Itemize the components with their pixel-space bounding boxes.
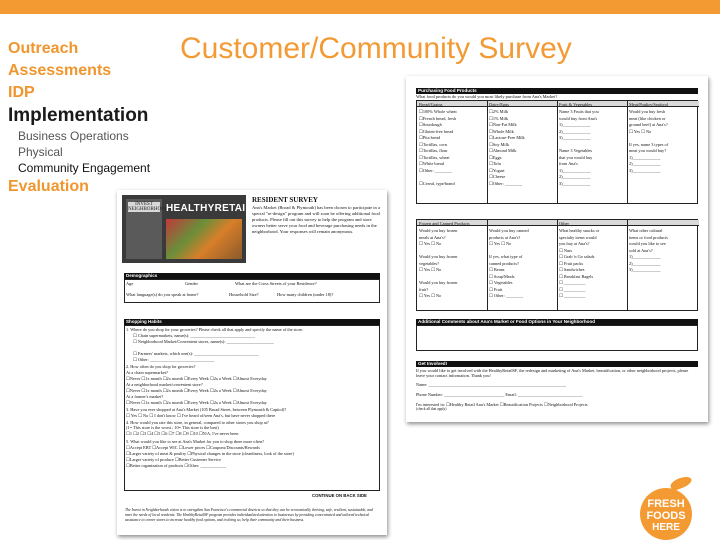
list-item: from Ana's [559, 161, 578, 166]
list-item: would buy from Ana's [559, 115, 598, 121]
list-item[interactable]: ☐Pita bread [419, 135, 441, 140]
q1-option[interactable]: ☐ Chain supermarkets, name(s): ______________________________ [133, 333, 255, 338]
list-item: would you like to see [629, 241, 666, 246]
nav-implementation: Implementation [8, 105, 149, 126]
list-item[interactable]: ☐ Yes ☐ No [489, 241, 512, 246]
demographics-header: Demographics [124, 273, 380, 279]
list-item[interactable]: ☐ Beans [489, 267, 505, 272]
nav-physical: Physical [18, 145, 63, 159]
list-item: sold at Ana's? [629, 247, 653, 253]
col-divider [627, 220, 628, 310]
q3-options[interactable]: ☐ Yes ☐ No ☐ I don't know ☐ I've heard of/seen Ana's, but have never shopped there [126, 413, 276, 418]
name-field[interactable]: Name: ________________________________________________________________ [416, 382, 567, 387]
top-accent-bar [0, 0, 720, 14]
list-item: products at Ana's? [489, 234, 521, 240]
list-item[interactable]: ☐ Fruit [489, 286, 503, 292]
col-divider [487, 220, 488, 310]
list-item: What healthy snacks or [559, 228, 600, 233]
list-item: ground beef) at Ana's? [629, 122, 668, 127]
list-item: fruit? [419, 286, 429, 292]
list-item[interactable]: 2)_____________ [629, 260, 661, 266]
footer-note: The Invest in Neighborhoods vision is to strengthen San Francisco's commercial districts so that they can be economically thriving, safe, resilient, sustainable, and meet the needs of local residents. The HealthyRetailSF program provides individualized attention to businesses by providing concentrated and tailored technical assistance to corner stores to increase healthy food options, and in doing so, help their community and their business. [125, 508, 373, 522]
list-item: that you would buy [559, 154, 593, 160]
frozen-header: Frozen and Canned Products [419, 220, 470, 226]
list-item: meals at Ana's? [419, 234, 446, 240]
list-item: If yes, what type of [489, 254, 523, 259]
list-item[interactable]: ☐Whole Milk [489, 128, 514, 134]
col-dairy: Dairy/Eggs [489, 101, 509, 107]
q2-chain: At a chain supermarket? [126, 370, 168, 375]
invest-label: INVEST NEIGHBORHOODS [128, 202, 172, 212]
list-item[interactable]: ☐ Sandwiches [559, 267, 585, 272]
list-item: Would you buy frozen [419, 280, 458, 285]
col-fruit: Fruit & Vegetables [559, 101, 593, 107]
list-item[interactable]: ☐2% Milk [489, 109, 509, 114]
list-item[interactable]: ☐ Fruit packs [559, 260, 584, 266]
list-item[interactable]: 3)_____________ [629, 267, 661, 272]
list-item[interactable]: ☐Non-Fat Milk [489, 122, 517, 127]
list-item: Name 3 Fruits that you [559, 109, 599, 114]
q5-options[interactable]: ☐Larger variety of meat & poultry ☐Physical changes in the store (cleanliness, look of the store) [126, 451, 294, 456]
produce-photo [166, 219, 242, 259]
frozen-list-2 [489, 228, 529, 300]
list-item[interactable]: ☐Tofu [489, 161, 501, 166]
list-item[interactable]: ☐Lactose-Free Milk [489, 135, 525, 140]
list-item[interactable]: ☐ Yes ☐ No [419, 241, 442, 246]
household-field[interactable]: Household Size? [229, 292, 259, 297]
list-item: If yes, name 3 types of [629, 141, 669, 147]
demographics-table [124, 279, 380, 303]
list-item[interactable]: 1)_____________ [629, 154, 661, 160]
fresh-foods-here-logo [640, 488, 692, 540]
purchasing-grid [416, 100, 698, 204]
logo-line-2: FOODS [646, 510, 686, 522]
nav-assessments: Assessments [8, 62, 112, 79]
brand-name: HEALTHYRETAILSF [166, 203, 266, 214]
list-item[interactable]: ☐ __________ [559, 293, 586, 298]
survey-page-back [406, 76, 708, 422]
nav-outreach: Outreach [8, 40, 79, 57]
purchasing-question: What food products do you would you most likely purchase from Ana's Market? [416, 94, 558, 99]
col-divider [557, 220, 558, 310]
list-item: Would you buy frozen [419, 254, 458, 259]
list-item[interactable]: ☐Eggs [489, 154, 502, 160]
list-item: specialty items would [559, 234, 597, 240]
list-item[interactable]: ☐100% Whole wheat [419, 109, 457, 114]
q4: 4. How would you rate this store, in general, compared to other stores you shop at? [126, 420, 269, 425]
continue-label: CONTINUE ON BACK SIDE [312, 493, 367, 498]
list-item[interactable]: ☐1% Milk [489, 115, 509, 121]
q2-options[interactable]: ☐Never ☐1x month ☐2x month ☐Every Week ☐2x a Week ☐Almost Everyday [126, 376, 267, 381]
age-field[interactable]: Age [126, 281, 134, 286]
list-item[interactable]: ☐Tortillas, flour [419, 148, 448, 153]
list-item[interactable]: ☐ Grab 'n Go salads [559, 254, 595, 259]
meat-list [629, 109, 668, 174]
list-item[interactable]: ☐Yogurt [489, 167, 505, 173]
list-item: vegetables? [419, 260, 440, 266]
survey-page-front [117, 190, 387, 535]
q4-options[interactable]: ☐1 ☐2 ☐3 ☐4 ☐5 ☐6 ☐7 ☐8 ☐9 ☐10 ☐N/A, I've never been [126, 431, 239, 436]
q5-options[interactable]: ☐Larger variety of produce ☐Better Customer Service [126, 457, 221, 462]
q1: 1. Where do you shop for your groceries? Please check all that apply and specify the name of the store. [126, 327, 304, 332]
comments-header: Additional Comments about Ana's Market or Food Options in Your Neighborhood [416, 319, 698, 325]
q1-option[interactable]: ☐ Neighborhood Market/Convenient stores, name(s): ______________________ [133, 339, 274, 344]
list-item[interactable]: 1)_____________ [629, 254, 661, 259]
col-bread: Bread/Grains [419, 101, 443, 107]
list-item[interactable]: 3)_____________ [559, 180, 591, 186]
other-list-2 [629, 228, 668, 274]
other-list-1 [559, 228, 599, 300]
list-item[interactable]: ☐Other: ________ [489, 180, 523, 186]
section-nav [8, 38, 183, 198]
list-item[interactable]: ☐Cheese [489, 174, 506, 179]
nav-business-operations: Business Operations [18, 129, 129, 143]
col-divider [627, 101, 628, 203]
check-all-note: (check all that apply) [416, 407, 447, 411]
shopping-habits-box [124, 325, 380, 491]
dairy-list [489, 109, 525, 187]
gender-field[interactable]: Gender [185, 281, 198, 286]
slide-title: Customer/Community Survey [180, 32, 572, 65]
list-item[interactable]: ☐Almond Milk [489, 148, 517, 153]
list-item[interactable]: ☐Tortillas, corn [419, 141, 447, 147]
healthyretailsf-banner [122, 195, 266, 263]
list-item[interactable]: ☐ Soup/Meals [489, 273, 515, 279]
involved-text: If you would like to get involved with the HealthyRetailSF, the redesign and marketing of Ana's Market, beautification, or other neighborhood projects, please leave your contact information. Thank you! [416, 368, 689, 378]
logo-line-1: FRESH [647, 498, 685, 510]
list-item: Would you buy fresh [629, 109, 666, 114]
q2-options[interactable]: ☐Never ☐1x month ☐2x month ☐Every Week ☐2x a Week ☐Almost Everyday [126, 400, 267, 405]
nav-community-engagement: Community Engagement [18, 161, 151, 175]
list-item[interactable]: ☐ Yes ☐ No [419, 293, 442, 298]
list-item[interactable]: ☐ Other: ________ [489, 293, 524, 298]
col-meat: Meat/Poultry/Seafood [629, 101, 668, 107]
col-divider [487, 101, 488, 203]
q5-options[interactable]: ☐Accept EBT ☐Accept WIC ☐Lower prices ☐Coupons/Discounts/Rewards [126, 445, 260, 450]
bread-list [419, 109, 457, 187]
list-item: canned products? [489, 260, 519, 266]
list-item[interactable]: ☐Cereal, type/brand [419, 180, 455, 186]
children-field[interactable]: How many children (under 18)? [277, 292, 334, 297]
list-item: Name 3 Vegetables [559, 148, 593, 153]
col-divider [557, 101, 558, 203]
q2: 2. How often do you shop for groceries? [126, 364, 196, 369]
q2-neighborhood: At a neighborhood market/convenient store? [126, 382, 203, 387]
list-item[interactable]: ☐Soy Milk [489, 141, 509, 147]
list-item: What other cultural [629, 228, 663, 233]
frozen-list-1 [419, 228, 457, 300]
list-item[interactable]: ☐ __________ [559, 280, 586, 285]
list-item: meat you would buy? [629, 148, 667, 153]
list-item[interactable]: 2)_____________ [559, 174, 591, 179]
phone-email-field[interactable]: Phone Number: ____________________________ Email: ______________________________ [416, 392, 583, 397]
list-item[interactable]: ☐Other: ________ [419, 167, 453, 173]
list-item[interactable]: ☐ Vegetables [489, 280, 513, 285]
comments-box[interactable] [416, 325, 698, 351]
q2-farmers: At a farmer's market? [126, 394, 164, 399]
nav-evaluation: Evaluation [8, 178, 89, 195]
interest-options[interactable]: I'm interested in: ☐Healthy Retail Ana's Market ☐Beautification Projects ☐Neighborhood Projects [416, 402, 588, 407]
logo-line-3: HERE [652, 522, 680, 533]
list-item[interactable]: 1)_____________ [559, 122, 591, 127]
list-item[interactable]: ☐ Yes ☐ No [629, 128, 652, 134]
list-item[interactable]: 3)_____________ [559, 135, 591, 140]
cross-streets-field[interactable]: What are the Cross Streets of your Residence? [235, 281, 317, 286]
other-header: Other [559, 220, 569, 226]
list-item[interactable]: ☐Gluten-free bread [419, 128, 454, 134]
fruit-list [559, 109, 599, 187]
shopping-habits-header: Shopping Habits [124, 319, 380, 325]
q5: 5. What would you like to see at Ana's Market for you to shop there more often? [126, 439, 265, 444]
q3: 3. Have you ever shopped at Ana's Market (105 Broad Street, between Plymouth & Capitol)? [126, 407, 287, 412]
q1-option[interactable]: ☐ Other: ______________________________ [133, 357, 215, 362]
list-item: Would you buy canned [489, 228, 529, 233]
resident-survey-title: RESIDENT SURVEY [252, 196, 318, 204]
get-involved-header: Get Involved! [416, 361, 698, 367]
list-item: items or food products [629, 234, 668, 240]
list-item[interactable]: ☐Tortillas, wheat [419, 154, 450, 160]
resident-survey-intro: Ana's Market (Broad & Plymouth) has been chosen to participate in a special "re-design" program and will soon be offering additional food products. Please fill out this survey to help the program and store owners better serve your food and beverage purchasing needs in the neighborhood. Your responses will remain anonymous. [252, 205, 381, 235]
list-item[interactable]: ☐ Breakfast Bagels [559, 273, 594, 279]
list-item[interactable]: ☐ __________ [559, 286, 586, 292]
list-item[interactable]: ☐Sourdough [419, 122, 442, 127]
invest-neighborhoods-logo [126, 199, 172, 259]
q4-scale-note: (1= This store is the worst ; 10= This store is the best) [126, 425, 219, 430]
list-item: meat (like chicken or [629, 115, 666, 121]
language-field[interactable]: What language(s) do you speak at home? [126, 292, 199, 297]
list-item[interactable]: ☐White bread [419, 161, 444, 166]
list-item[interactable]: 2)_____________ [559, 128, 591, 134]
purchasing-header: Purchasing Food Products [416, 88, 698, 94]
q1-option[interactable]: ☐ Farmers' markets, which one(s): ______________________________ [133, 351, 259, 356]
list-item: you buy at Ana's? [559, 241, 590, 246]
list-item: Would you buy frozen [419, 228, 458, 233]
frozen-other-grid [416, 219, 698, 311]
list-item[interactable]: 3)_____________ [629, 167, 661, 173]
q5-options[interactable]: ☐Better organization of products ☐Other: ____________ [126, 463, 227, 468]
list-item[interactable]: 1)_____________ [559, 167, 591, 173]
list-item[interactable]: 2)_____________ [629, 161, 661, 166]
list-item[interactable]: ☐French bread, fresh [419, 115, 457, 121]
list-item[interactable]: ☐ Nuts [559, 247, 573, 253]
nav-idp: IDP [8, 84, 35, 101]
q2-options[interactable]: ☐Never ☐1x month ☐2x month ☐Every Week ☐2x a Week ☐Almost Everyday [126, 388, 267, 393]
list-item[interactable]: ☐ Yes ☐ No [419, 267, 442, 272]
